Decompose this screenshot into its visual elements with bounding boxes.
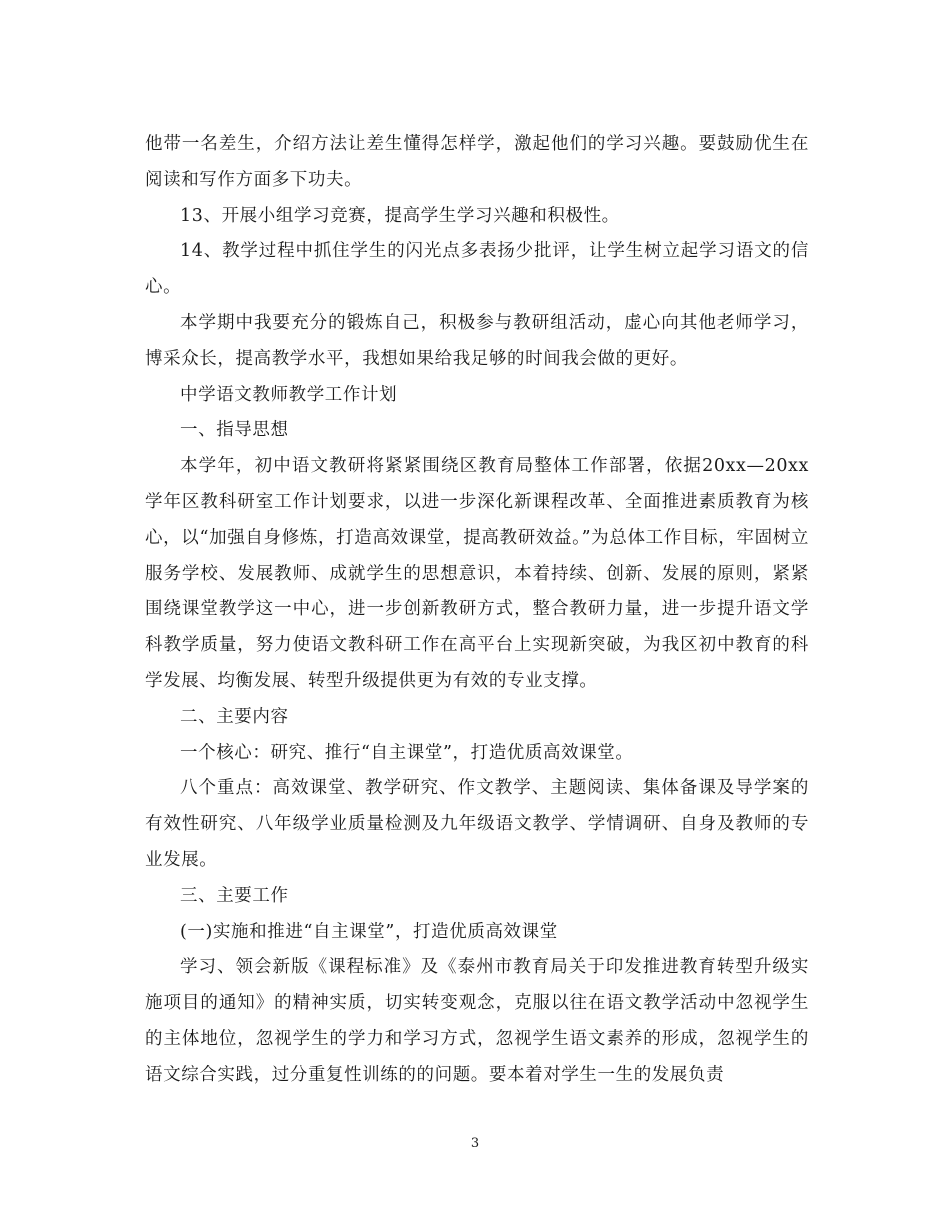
paragraph-1: 他带一名差生，介绍方法让差生懂得怎样学，激起他们的学习兴趣。要鼓励优生在阅读和写作方面多下功夫。 [145, 134, 809, 190]
paragraph-one-core: 一个核心：研究、推行“自主课堂”，打造优质高效课堂。 [180, 742, 634, 763]
heading-main-work: 三、主要工作 [180, 885, 289, 906]
heading-main-content: 二、主要内容 [180, 706, 289, 727]
heading-guiding-ideology: 一、指导思想 [180, 420, 289, 441]
subheading-autonomous-classroom: (一)实施和推进“自主课堂”，打造优质高效课堂 [180, 921, 558, 942]
document-body [145, 127, 809, 1094]
section-title: 中学语文教师教学工作计划 [180, 384, 398, 405]
paragraph-2: 13、开展小组学习竞赛，提高学生学习兴趣和积极性。 [180, 205, 620, 226]
paragraph-curriculum-study: 学习、领会新版《课程标准》及《泰州市教育局关于印发推进教育转型升级实施项目的通知》的精神实质，切实转变观念，克服以往在语文教学活动中忽视学生的主体地位，忽视学生的学力和学习方式，忽视学生语文素养的形成，忽视学生的语文综合实践，过分重复性训练的的问题。要本着对学生一生的发展负责 [145, 957, 809, 1085]
paragraph-guiding-ideology: 本学年，初中语文教研将紧紧围绕区教育局整体工作部署，依据20xx—20xx学年区教科研室工作计划要求，以进一步深化新课程改革、全面推进素质教育为核心，以“加强自身修炼，打造高效课堂，提高教研效益。”为总体工作目标，牢固树立服务学校、发展教师、成就学生的思想意识，本着持续、创新、发展的原则，紧紧围绕课堂教学这一中心，进一步创新教研方式，整合教研力量，进一步提升语文学科教学质量，努力使语文教科研工作在高平台上实现新突破，为我区初中教育的科学发展、均衡发展、转型升级提供更为有效的专业支撑。 [145, 456, 809, 691]
paragraph-4: 本学期中我要充分的锻炼自己，积极参与教研组活动，虚心向其他老师学习，博采众长，提高教学水平，我想如果给我足够的时间我会做的更好。 [145, 312, 809, 369]
page-number: 3 [470, 1136, 480, 1151]
paragraph-3: 14、教学过程中抓住学生的闪光点多表扬少批评，让学生树立起学习语文的信心。 [145, 241, 809, 298]
paragraph-eight-focuses: 八个重点：高效课堂、教学研究、作文教学、主题阅读、集体备课及导学案的有效性研究、八年级学业质量检测及九年级语文教学、学情调研、自身及教师的专业发展。 [145, 778, 809, 870]
